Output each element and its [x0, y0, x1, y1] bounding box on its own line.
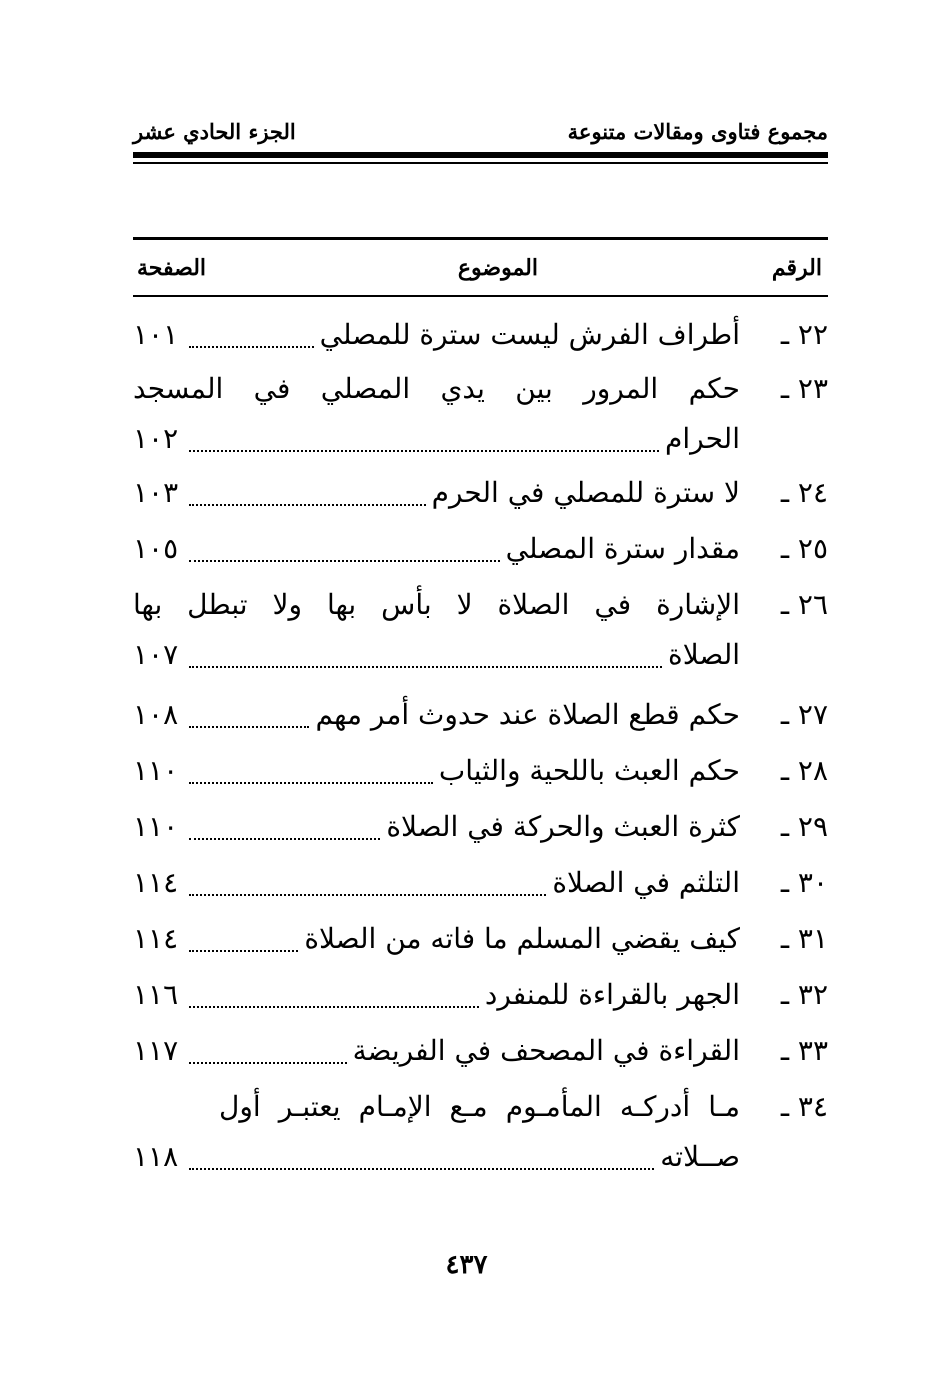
entry-line	[133, 580, 740, 630]
entry-line	[133, 524, 740, 574]
entry-title-continued: الحرام	[665, 422, 740, 455]
toc-entry	[133, 310, 828, 364]
dot-leader	[189, 504, 426, 506]
entry-page: ١٠٥	[133, 532, 179, 565]
entry-page: ١١٧	[133, 1034, 179, 1067]
toc-entry	[133, 970, 828, 1026]
entry-page: ١١٠	[133, 754, 179, 787]
entry-page: ١١٤	[133, 866, 179, 899]
dot-leader	[189, 894, 546, 896]
toc-entry	[133, 802, 828, 858]
toc-entry	[133, 746, 828, 802]
dot-leader	[189, 950, 298, 952]
entry-page: ١١٨	[133, 1140, 179, 1173]
entry-line	[133, 468, 740, 518]
entry-title: التلثم في الصلاة	[552, 866, 740, 899]
toc-entry	[133, 524, 828, 580]
entry-title: حكم قطع الصلاة عند حدوث أمر مهم	[315, 698, 740, 731]
entry-number: ٣١ ـ	[780, 922, 828, 955]
dot-leader	[189, 838, 380, 840]
entry-line	[133, 914, 740, 964]
entry-title-continued: صــلاته	[660, 1140, 740, 1173]
entry-line	[133, 1026, 740, 1076]
entry-number: ٢٢ ـ	[780, 318, 828, 351]
entry-line	[133, 630, 740, 680]
entry-title: الجهر بالقراءة للمنفرد	[484, 978, 740, 1011]
table-top-rule	[133, 237, 828, 240]
dot-leader	[189, 1168, 654, 1170]
entry-page: ١٠١	[133, 318, 179, 351]
entry-line	[133, 310, 740, 360]
entry-line	[133, 414, 740, 464]
entry-title: حكم المرور بين يدي المصلي في المسجد	[133, 372, 740, 405]
entry-number: ٢٤ ـ	[780, 476, 828, 509]
dot-leader	[189, 782, 433, 784]
entry-number: ٢٩ ـ	[780, 810, 828, 843]
header-rule-thick	[133, 152, 828, 158]
entry-line	[219, 1082, 740, 1132]
entry-page: ١٠٨	[133, 698, 179, 731]
toc-entry	[133, 468, 828, 524]
entry-line	[133, 1132, 740, 1182]
entry-page: ١١٠	[133, 810, 179, 843]
toc-entry	[133, 690, 828, 746]
entry-line	[133, 802, 740, 852]
entry-line	[133, 364, 740, 414]
running-header	[133, 118, 828, 146]
entry-number: ٣٠ ـ	[780, 866, 828, 899]
dot-leader	[189, 666, 662, 668]
dot-leader	[189, 560, 500, 562]
entry-number: ٣٤ ـ	[780, 1090, 828, 1123]
dot-leader	[189, 346, 314, 348]
entry-number: ٣٣ ـ	[780, 1034, 828, 1067]
entry-page: ١٠٧	[133, 638, 179, 671]
entry-number: ٢٨ ـ	[780, 754, 828, 787]
column-header-number: الرقم	[771, 255, 822, 281]
entry-line	[133, 690, 740, 740]
dot-leader	[189, 1006, 479, 1008]
entry-page: ١١٤	[133, 922, 179, 955]
entry-line	[133, 970, 740, 1020]
entry-title: مقدار سترة المصلي	[505, 532, 740, 565]
header-rule-thin	[133, 162, 828, 164]
entry-number: ٣٢ ـ	[780, 978, 828, 1011]
entry-line	[133, 858, 740, 908]
dot-leader	[189, 726, 309, 728]
entry-line	[133, 746, 740, 796]
toc-entry	[133, 364, 828, 468]
entry-title: الإشارة في الصلاة لا بأس بها ولا تبطل بها	[133, 588, 740, 621]
entry-page: ١٠٢	[133, 422, 179, 455]
toc-entry	[133, 914, 828, 970]
entry-title: حكم العبث باللحية والثياب	[438, 754, 740, 787]
column-header-topic: الموضوع	[457, 255, 538, 281]
entry-title: كيف يقضي المسلم ما فاته من الصلاة	[304, 922, 740, 955]
entry-number: ٢٣ ـ	[780, 372, 828, 405]
page-number: ٤٣٧	[445, 1250, 488, 1280]
dot-leader	[189, 1062, 347, 1064]
dot-leader	[189, 450, 659, 452]
column-header-page: الصفحة	[137, 255, 207, 281]
table-header	[133, 250, 828, 286]
entry-page: ١١٦	[133, 978, 179, 1011]
toc-entry	[133, 858, 828, 914]
toc-entry	[133, 580, 828, 690]
entry-page: ١٠٣	[133, 476, 179, 509]
entry-title: أطراف الفرش ليست سترة للمصلي	[319, 318, 740, 351]
entry-title: لا سترة للمصلي في الحرم	[431, 476, 740, 509]
entry-title: القراءة في المصحف في الفريضة	[352, 1034, 740, 1067]
entry-title: كثرة العبث والحركة في الصلاة	[386, 810, 740, 843]
entry-number: ٢٧ ـ	[780, 698, 828, 731]
entry-title-continued: الصلاة	[668, 638, 740, 671]
entry-title: مـا أدركـه المأمـوم مـع الإمـام يعتبـر أول	[219, 1090, 740, 1123]
entry-number: ٢٦ ـ	[780, 588, 828, 621]
toc-entry	[133, 1082, 828, 1192]
volume-label: الجزء الحادي عشر	[133, 119, 296, 144]
toc-entry	[133, 1026, 828, 1082]
toc-list	[133, 310, 828, 1192]
book-title: مجموع فتاوى ومقالات متنوعة	[567, 119, 828, 144]
entry-number: ٢٥ ـ	[780, 532, 828, 565]
table-header-rule	[133, 295, 828, 297]
